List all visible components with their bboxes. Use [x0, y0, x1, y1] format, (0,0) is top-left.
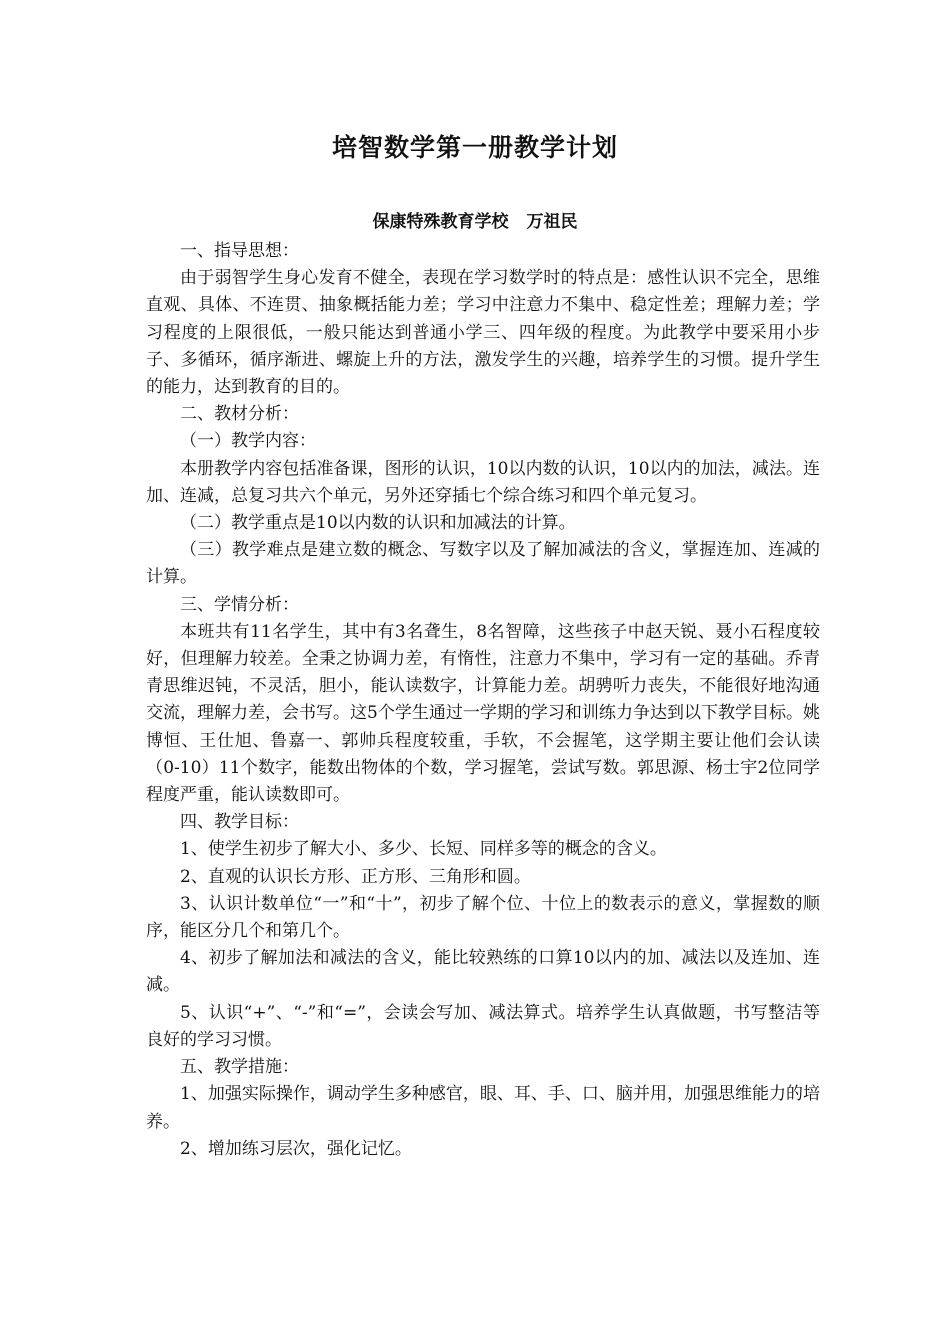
goal-item-5: 5、认识“+”、“-”和“=”，会读会写加、减法算式。培养学生认真做题，书写整洁等良好的学习习惯。	[146, 1002, 820, 1050]
document-body	[146, 238, 820, 1163]
author-school: 保康特殊教育学校	[372, 212, 509, 232]
document-title: 培智数学第一册教学计划	[331, 133, 618, 162]
measure-item-1: 1、加强实际操作，调动学生多种感官，眼、耳、手、口、脑并用，加强思维能力的培养。	[146, 1084, 820, 1132]
paragraph-difficulties: （三）教学难点是建立数的概念、写数字以及了解加减法的含义，掌握连加、连减的计算。	[146, 540, 820, 588]
heading-teaching-goals: 四、教学目标：	[180, 812, 299, 833]
author-name: 万祖民	[526, 212, 578, 232]
heading-student-analysis: 三、学情分析：	[180, 594, 299, 615]
paragraph-key-points: （二）教学重点是10以内数的认识和加减法的计算。	[180, 513, 576, 534]
goal-item-1: 1、使学生初步了解大小、多少、长短、同样多等的概念的含义。	[180, 839, 667, 860]
heading-textbook-analysis: 二、教材分析：	[180, 404, 299, 425]
subheading-teaching-content: （一）教学内容：	[180, 431, 316, 452]
measure-item-2: 2、增加练习层次，强化记忆。	[180, 1138, 412, 1159]
author-line	[0, 209, 950, 235]
paragraph-student-analysis: 本班共有11名学生，其中有3名聋生，8名智障，这些孩子中赵天锐、聂小石程度较好，但理解力较差。全秉之协调力差，有惰性，注意力不集中，学习有一定的基础。乔青青思维迟钝，不灵活，胆小，能认读数字，计算能力差。胡骋听力丧失，不能很好地沟通交流，理解力差，会书写。这5个学生通过一学期的学习和训练力争达到以下教学目标。姚博恒、王仕旭、鲁嘉一、郭帅兵程度较重，手软，不会握笔，这学期主要让他们会认读（0-10）11个数字，能数出物体的个数，学习握笔，尝试写数。郭思源、杨士宇2位同学程度严重，能认读数即可。	[146, 621, 820, 806]
paragraph-guiding-thought: 由于弱智学生身心发育不健全，表现在学习数学时的特点是：感性认识不完全，思维直观、具体、不连贯、抽象概括能力差；学习中注意力不集中、稳定性差；理解力差；学习程度的上限很低，一般只能达到普通小学三、四年级的程度。为此教学中要采用小步子、多循环，循序渐进、螺旋上升的方法，激发学生的兴趣，培养学生的习惯。提升学生的能力，达到教育的目的。	[146, 268, 820, 398]
goal-item-2: 2、直观的认识长方形、正方形、三角形和圆。	[180, 866, 531, 887]
heading-teaching-measures: 五、教学措施：	[180, 1057, 299, 1078]
paragraph-teaching-content: 本册教学内容包括准备课，图形的认识，10以内数的认识，10以内的加法，减法。连加、连减，总复习共六个单元，另外还穿插七个综合练习和四个单元复习。	[146, 458, 820, 506]
heading-guiding-thought: 一、指导思想：	[180, 241, 299, 261]
goal-item-4: 4、初步了解加法和减法的含义，能比较熟练的口算10以内的加、减法以及连加、连减。	[146, 948, 820, 996]
goal-item-3: 3、认识计数单位“一”和“十”，初步了解个位、十位上的数表示的意义，掌握数的顺序，能区分几个和第几个。	[146, 893, 820, 942]
